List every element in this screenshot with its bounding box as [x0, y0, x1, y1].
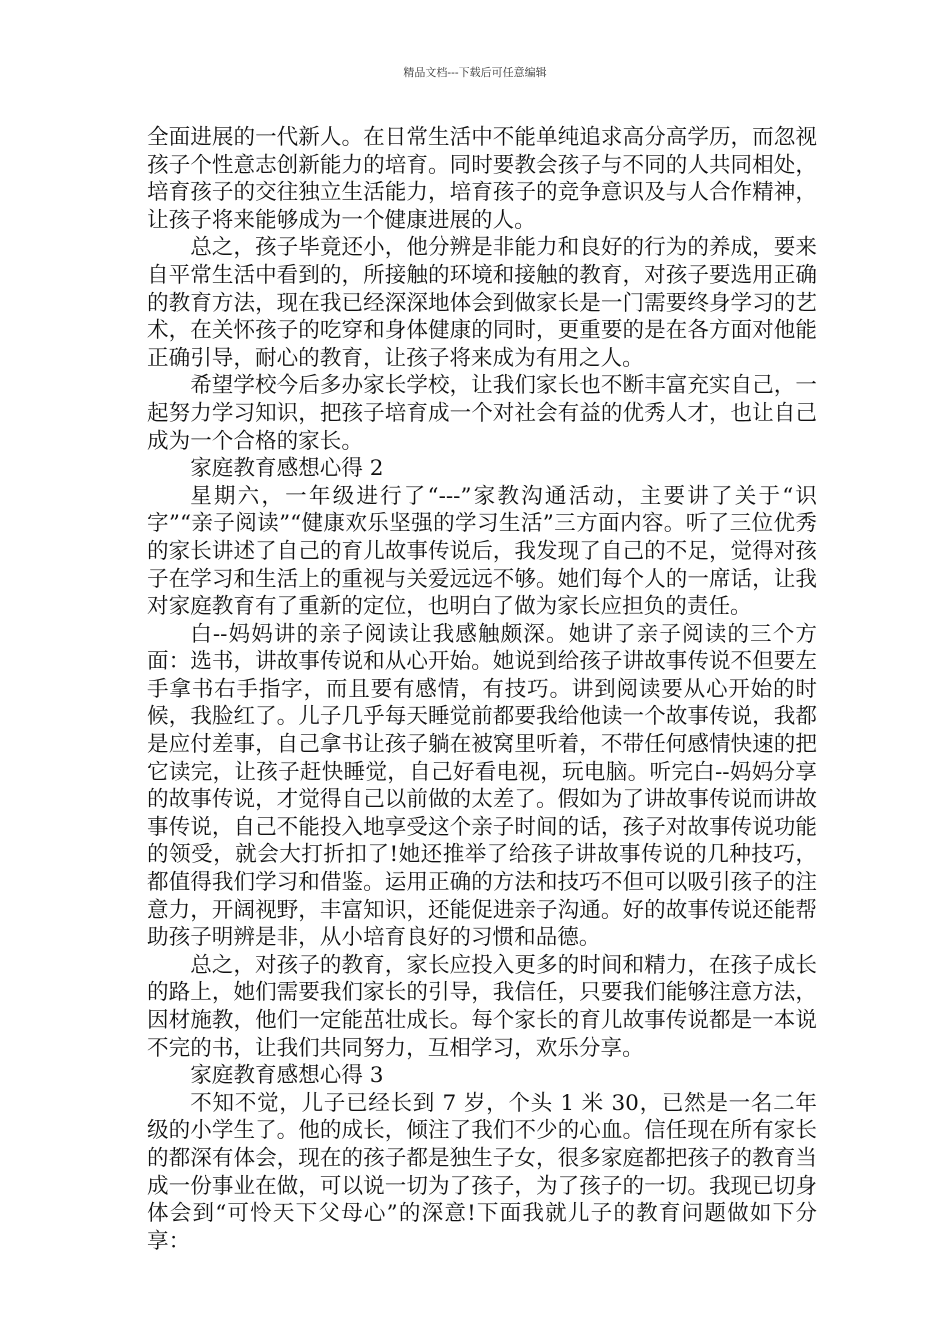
paragraph-son-growth: 不知不觉，儿子已经长到 7 岁，个头 1 米 30，已然是一名二年级的小学生了。他的成长，倾注了我们不少的心血。信任现在所有家长的都深有体会，现在的孩子都是独生子女，很多家庭都把孩子的教育当成一份事业在做，可以说一切为了孩子，为了孩子的一切。我现已切身体会到“可怜天下父母心”的深意!下面我就儿子的教育问题做如下分享：	[147, 1090, 817, 1254]
paragraph-continuation: 全面进展的一代新人。在日常生活中不能单纯追求高分高学历，而忽视孩子个性意志创新能力的培育。同时要教会孩子与不同的人共同相处，培育孩子的交往独立生活能力，培育孩子的竞争意识及与人合作精神，让孩子将来能够成为一个健康进展的人。	[147, 125, 817, 233]
paragraph-hope: 希望学校今后多办家长学校，让我们家长也不断丰富充实自己，一起努力学习知识，把孩子培育成一个对社会有益的优秀人才，也让自己成为一个合格的家长。	[147, 373, 817, 454]
paragraph-conclusion-2: 总之，对孩子的教育，家长应投入更多的时间和精力，在孩子成长的路上，她们需要我们家长的引导，我信任，只要我们能够注意方法，因材施教，他们一定能茁壮成长。每个家长的育儿故事传说都是一本说不完的书，让我们共同努力，互相学习，欢乐分享。	[147, 952, 817, 1061]
paragraph-conclusion-1: 总之，孩子毕竟还小，他分辨是非能力和良好的行为的养成，要来自平常生活中看到的，所接触的环境和接触的教育，对孩子要选用正确的教育方法，现在我已经深深地体会到做家长是一门需要终身学习的艺术，在关怀孩子的吃穿和身体健康的同时，更重要的是在各方面对他能正确引导，耐心的教育，让孩子将来成为有用之人。	[147, 235, 817, 371]
document-body	[147, 124, 817, 1255]
section-heading-2: 家庭教育感想心得 2	[190, 456, 384, 482]
paragraph-saturday-activity: 星期六，一年级进行了“---”家教沟通活动，主要讲了关于“识字”“亲子阅读”“健康欢乐坚强的学习生活”三方面内容。听了三位优秀的家长讲述了自己的育儿故事传说后，我发现了自己的不足，觉得对孩子在学习和生活上的重视与关爱远远不够。她们每个人的一席话，让我对家庭教育有了重新的定位，也明白了做为家长应担负的责任。	[147, 483, 817, 620]
section-heading-3: 家庭教育感想心得 3	[190, 1063, 384, 1089]
page-header: 精品文档---下载后可任意编辑	[403, 66, 547, 79]
paragraph-parent-reading: 白--妈妈讲的亲子阅读让我感触颇深。她讲了亲子阅读的三个方面：选书，讲故事传说和从心开始。她说到给孩子讲故事传说不但要左手拿书右手指字，而且要有感情，有技巧。讲到阅读要从心开始的时候，我脸红了。儿子几乎每天睡觉前都要我给他读一个故事传说，我都是应付差事，自己拿书让孩子躺在被窝里听着，不带任何感情快速的把它读完，让孩子赶快睡觉，自己好看电视，玩电脑。听完白--妈妈分享的故事传说，才觉得自己以前做的太差了。假如为了讲故事传说而讲故事传说，自己不能投入地享受这个亲子时间的话，孩子对故事传说功能的领受，就会大打折扣了!她还推举了给孩子讲故事传说的几种技巧，都值得我们学习和借鉴。运用正确的方法和技巧不但可以吸引孩子的注意力，开阔视野，丰富知识，还能促进亲子沟通。好的故事传说还能帮助孩子明辨是非，从小培育良好的习惯和品德。	[147, 621, 817, 951]
